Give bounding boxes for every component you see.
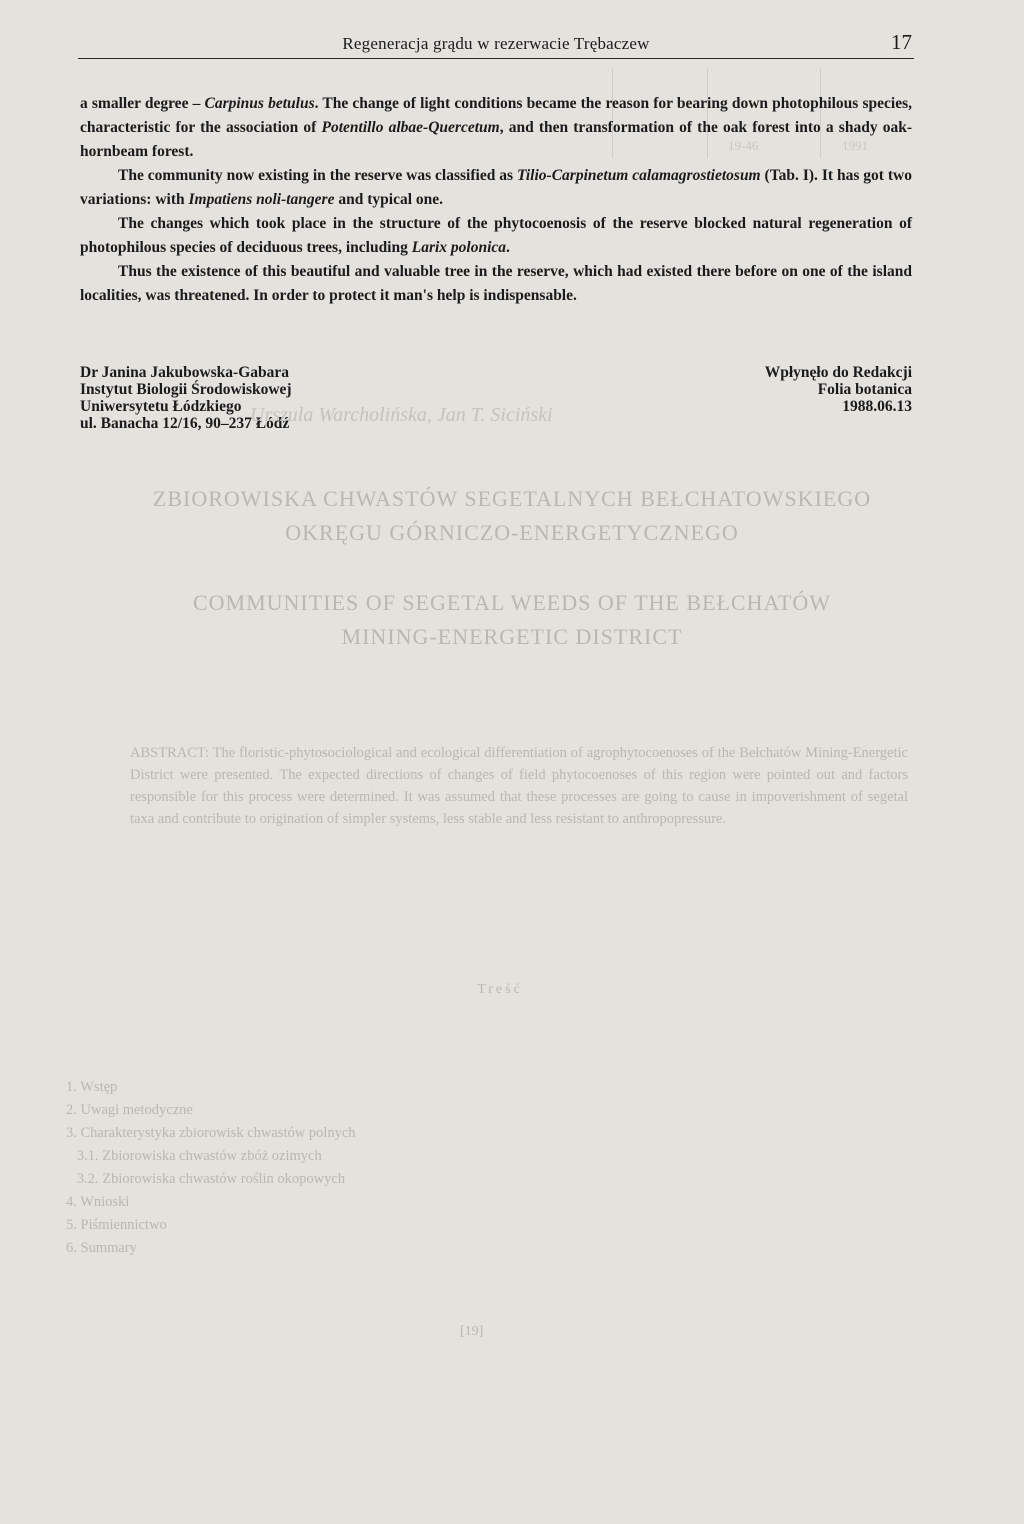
page-number: 17	[891, 30, 912, 54]
bleed-abstract: ABSTRACT: The floristic-phytosociological and ecological differentiation of agrophytocoenoses of the Bełchatów Mining-Energetic District were presented. The expected directions of changes of field phytocoenoses of this region were pointed out and factors responsible for this process were determined. It was assumed that these processes are going to cause in impoverishment of segetal taxa and contribute to origination of simpler systems, less stable and less resistant to anthropopressure.	[130, 745, 908, 827]
author-address: ul. Banacha 12/16, 90–237 Łódź	[80, 415, 290, 432]
species-name: Carpinus betulus	[204, 95, 315, 112]
bleed-contents-item: 2. Uwagi metodyczne	[66, 1102, 193, 1118]
bleed-page-footer: [19]	[460, 1324, 484, 1339]
species-name: Potentillo albae-Quercetum	[321, 119, 500, 136]
body-paragraph	[80, 260, 912, 308]
author-name: Dr Janina Jakubowska-Gabara	[80, 364, 290, 381]
bleed-title-en-line: COMMUNITIES OF SEGETAL WEEDS OF THE BEŁCHATÓW	[192, 590, 832, 615]
bleed-contents-item: 3.1. Zbiorowiska chwastów zbóż ozimych	[66, 1148, 322, 1164]
bleed-title-en-line: MINING-ENERGETIC DISTRICT	[341, 624, 683, 649]
author-university: Uniwersytetu Łódzkiego	[80, 398, 242, 415]
running-header	[78, 30, 914, 59]
text-run: The community now existing in the reserve was classified as	[118, 167, 517, 184]
body-paragraph	[80, 212, 912, 260]
species-name: Impatiens noli-tangere	[188, 191, 335, 208]
received-date: 1988.06.13	[842, 398, 912, 415]
bleed-contents-item: 5. Piśmiennictwo	[66, 1217, 167, 1233]
text-run: . The change of light conditions became the reason for bearing down photophilous species, characteristic for the association of	[80, 95, 912, 136]
text-run: , and then transformation of the oak forest into a shady oak-hornbeam forest.	[80, 119, 912, 160]
author-institute: Instytut Biologii Środowiskowej	[80, 381, 292, 398]
bleed-table-cell: 19-46	[728, 138, 759, 153]
received-label: Wpłynęło do Redakcji	[764, 364, 912, 381]
text-run: Thus the existence of this beautiful and valuable tree in the reserve, which had existed there before on one of the island localities, was threatened. In order to protect it man's help is indispensable.	[80, 263, 912, 304]
bleed-contents-list	[66, 1076, 356, 1260]
received-journal: Folia botanica	[817, 381, 912, 398]
body-text	[80, 92, 912, 308]
bleed-title-en	[60, 586, 964, 654]
bleed-contents-item: 1. Wstęp	[66, 1079, 118, 1095]
bleed-authors: Urszula Warcholińska, Jan T. Siciński	[250, 404, 553, 426]
bleed-contents-item: 6. Summary	[66, 1240, 137, 1256]
species-name: Tilio-Carpinetum calamagrostietosum	[516, 167, 761, 184]
running-title: Regeneracja grądu w rezerwacie Trębaczew	[342, 34, 650, 53]
bleed-contents-heading: Treść	[477, 982, 523, 997]
received-note	[592, 364, 912, 415]
text-run: .	[506, 239, 510, 256]
bleed-title-pl-line: ZBIOROWISKA CHWASTÓW SEGETALNYCH BEŁCHATOWSKIEGO	[152, 486, 872, 511]
bleed-contents-item: 3.2. Zbiorowiska chwastów roślin okopowych	[66, 1171, 346, 1187]
bleed-contents-item: 4. Wnioski	[66, 1194, 130, 1210]
species-name: Larix polonica	[411, 239, 507, 256]
text-run: a smaller degree –	[80, 95, 205, 112]
bleed-table-cell: 1991	[842, 138, 868, 153]
bleed-title-pl-line: OKRĘGU GÓRNICZO-ENERGETYCZNEGO	[285, 520, 739, 545]
body-paragraph	[80, 92, 912, 164]
text-run: and typical one.	[334, 191, 443, 208]
bleed-title-pl	[60, 482, 964, 550]
body-paragraph	[80, 164, 912, 212]
bleed-contents-item: 3. Charakterystyka zbiorowisk chwastów polnych	[66, 1125, 356, 1141]
text-run: (Tab. I). It has got two variations: with	[80, 167, 912, 208]
text-run: The changes which took place in the structure of the phytocoenosis of the reserve blocked natural regeneration of photophilous species of deciduous trees, including	[80, 215, 912, 256]
